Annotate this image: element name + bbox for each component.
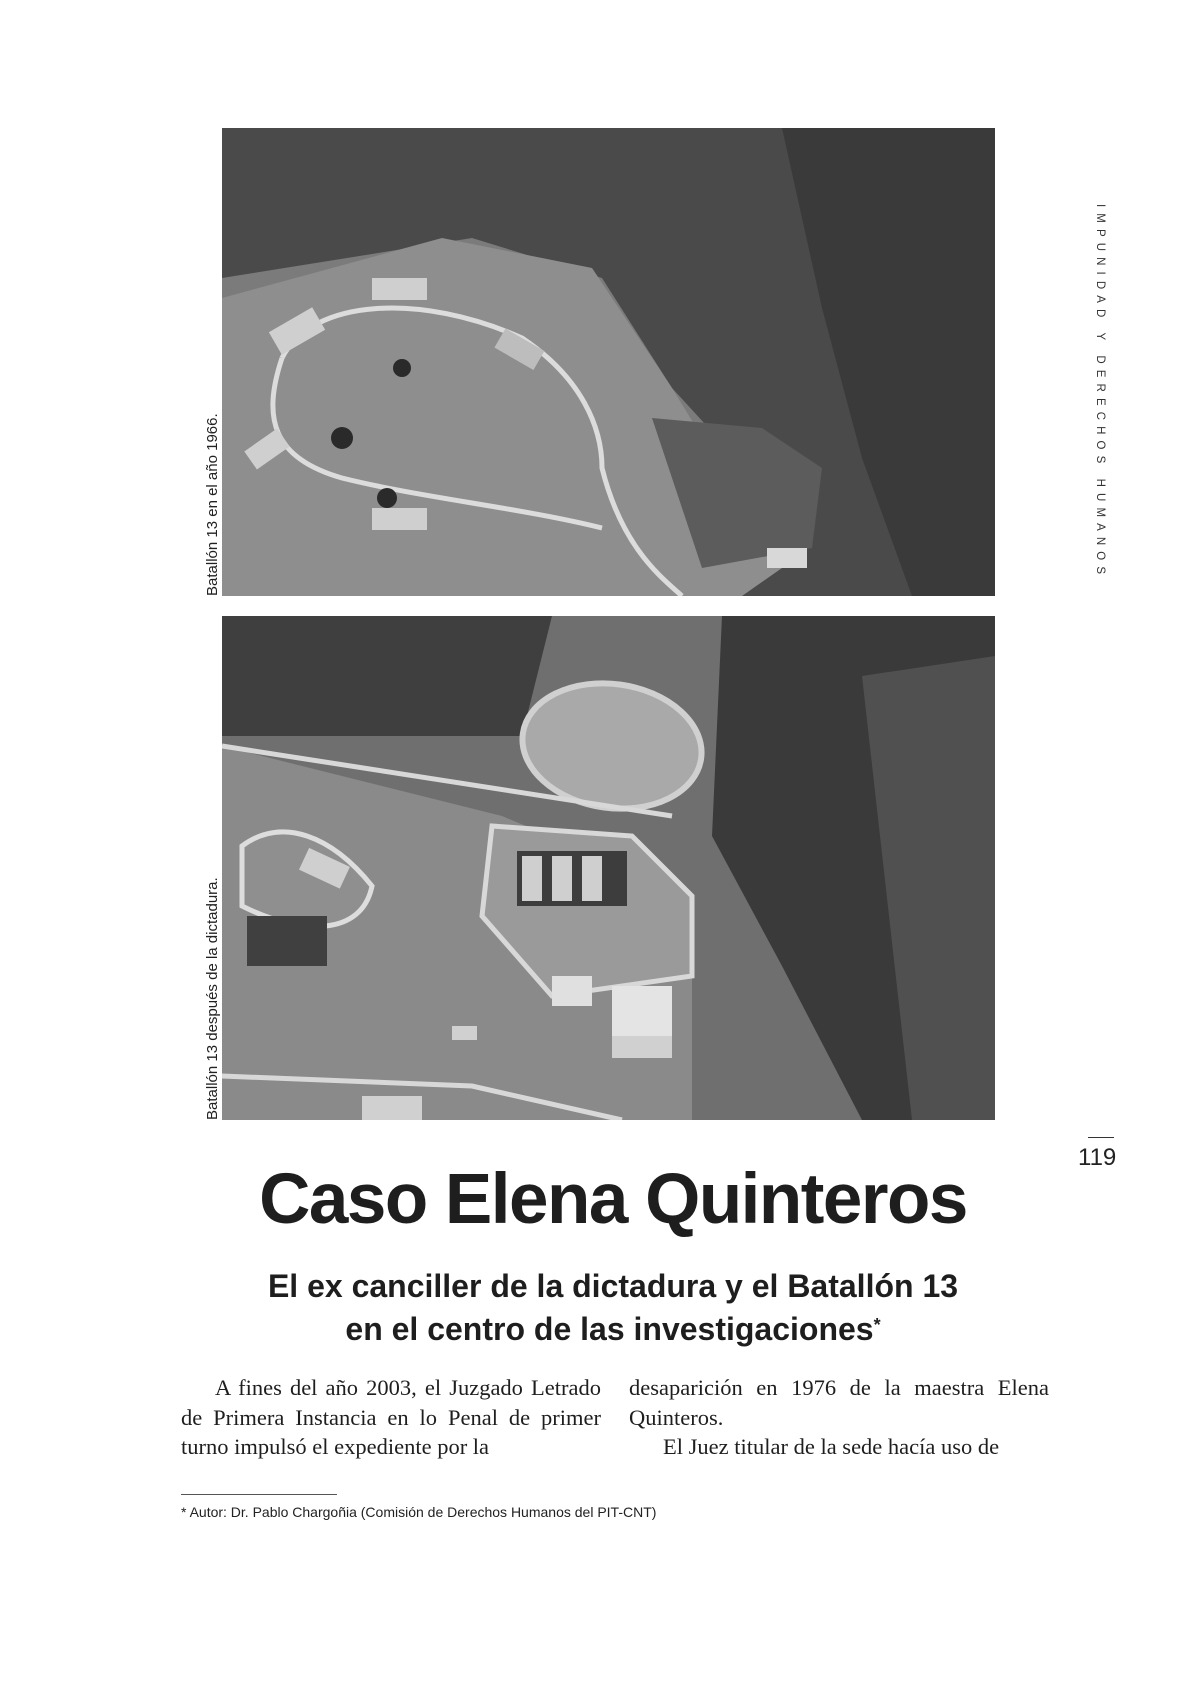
page-number: 119 <box>1078 1144 1117 1171</box>
body-column-2 <box>629 1373 1049 1462</box>
body-column-1 <box>181 1373 601 1462</box>
subtitle-line-2-text: en el centro de las investigaciones <box>345 1311 874 1347</box>
running-head: IMPUNIDAD Y DERECHOS HUMANOS <box>1094 204 1106 581</box>
article-title: Caso Elena Quinteros <box>259 1160 967 1239</box>
figure-caption-1966: Batallón 13 en el año 1966. <box>204 413 221 596</box>
subtitle-line-2 <box>0 1308 1190 1351</box>
article-subtitle <box>0 1265 1190 1351</box>
aerial-photo-post-dictatorship <box>222 616 995 1120</box>
subtitle-line-1: El ex canciller de la dictadura y el Batallón 13 <box>267 1268 959 1304</box>
body-paragraph: A fines del año 2003, el Juzgado Letrado de Primera Instancia en lo Penal de primer turno impulsó el expediente por la <box>181 1375 601 1459</box>
figure-caption-post-dictatorship: Batallón 13 después de la dictadura. <box>204 877 221 1120</box>
footnote-rule <box>181 1494 337 1495</box>
body-paragraph: desaparición en 1976 de la maestra Elena Quinteros. <box>629 1375 1049 1430</box>
footnote-marker: * <box>873 1315 881 1335</box>
aerial-photo-1966 <box>222 128 995 596</box>
footnote: * Autor: Dr. Pablo Chargoñia (Comisión de Derechos Humanos del PIT-CNT) <box>181 1504 657 1520</box>
page-number-rule <box>1088 1137 1114 1138</box>
body-paragraph: El Juez titular de la sede hacía uso de <box>663 1434 1000 1459</box>
